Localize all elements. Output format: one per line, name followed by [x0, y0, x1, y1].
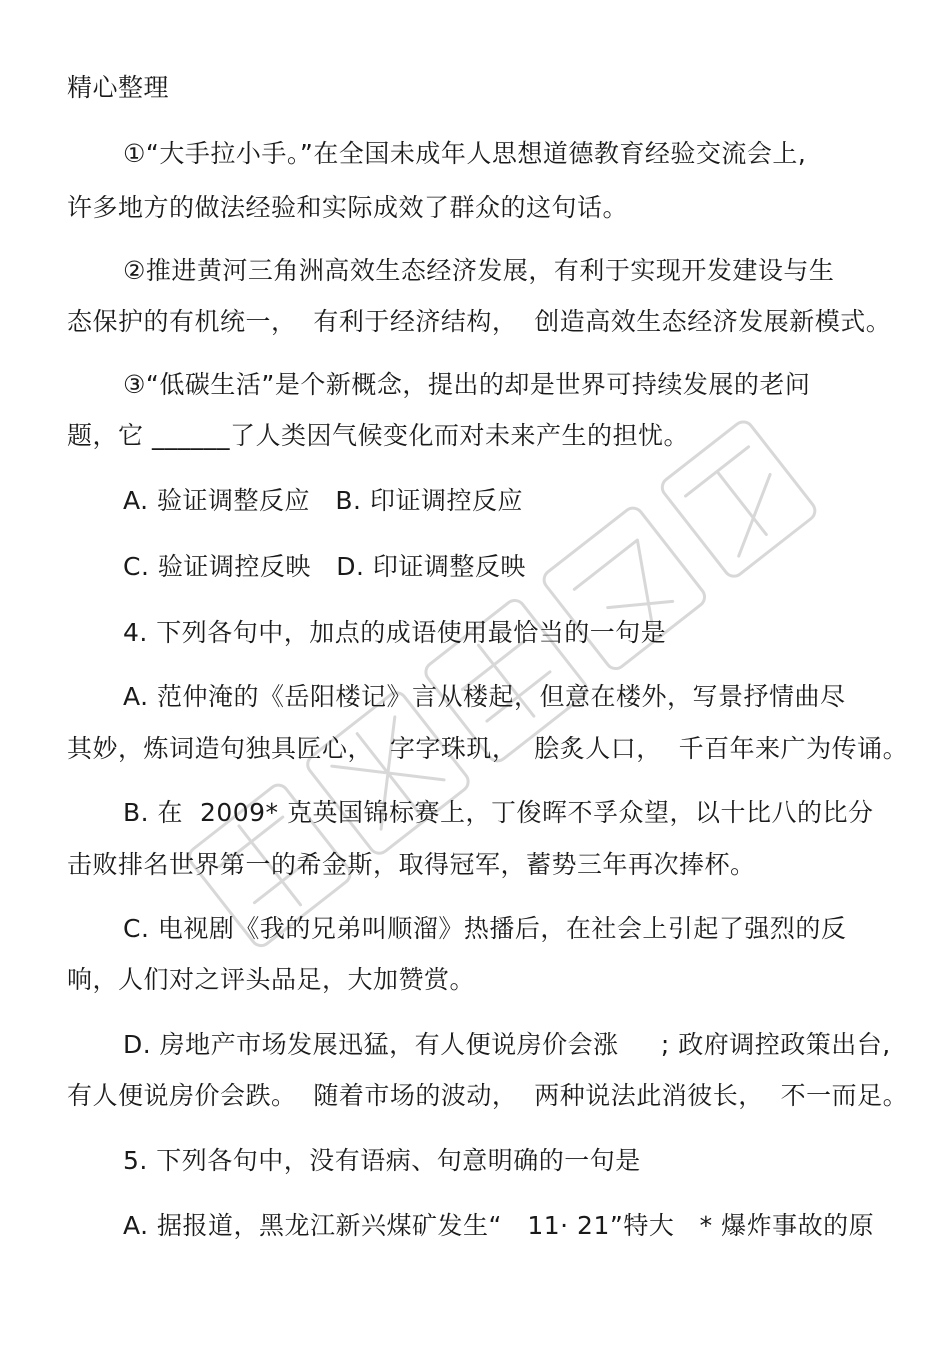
q4-option-b-line-2: 击败排名世界第一的希金斯，取得冠军，蓄势三年再次捧杯。 [67, 850, 756, 879]
paragraph-3-line-2: 题，它 ______了人类因气候变化而对未来产生的担忧。 [67, 421, 689, 450]
paragraph-1-line-2: 许多地方的做法经验和实际成效了群众的这句话。 [67, 193, 629, 222]
q3-options-row-2: C. 验证调控反映 D. 印证调整反映 [123, 552, 526, 581]
paragraph-2-line-1: ②推进黄河三角洲高效生态经济发展，有利于实现开发建设与生 [123, 256, 835, 285]
q3-options-row-1: A. 验证调整反应 B. 印证调控反应 [123, 486, 523, 515]
paragraph-2-line-2: 态保护的有机统一， 有利于经济结构， 创造高效生态经济发展新模式。 [67, 307, 892, 336]
q4-option-a-line-1: A. 范仲淹的《岳阳楼记》言从楼起，但意在楼外，写景抒情曲尽 [123, 682, 846, 711]
q4-option-b-line-1: B. 在 2009* 克英国锦标赛上，丁俊晖不孚众望，以十比八的比分 [123, 798, 874, 827]
q5-option-a-line-1: A. 据报道，黑龙江新兴煤矿发生“ 11· 21”特大 * 爆炸事故的原 [123, 1211, 875, 1240]
q4-option-d-line-1: D. 房地产市场发展迅猛，有人便说房价会涨 ; 政府调控政策出台, [123, 1030, 891, 1059]
q4-option-c-line-2: 响，人们对之评头品足，大加赞赏。 [67, 965, 476, 994]
page-header: 精心整理 [67, 73, 170, 102]
question-4-stem: 4. 下列各句中，加点的成语使用最恰当的一句是 [123, 618, 667, 647]
paragraph-3-line-1: ③“低碳生活”是个新概念，提出的却是世界可持续发展的老问 [123, 370, 811, 399]
q4-option-c-line-1: C. 电视剧《我的兄弟叫顺溜》热播后，在社会上引起了强烈的反 [123, 914, 847, 943]
paragraph-1-line-1: ①“大手拉小手。”在全国未成年人思想道德教育经验交流会上, [123, 139, 807, 168]
q4-option-a-line-2: 其妙，炼词造句独具匠心， 字字珠玑， 脍炙人口， 千百年来广为传诵。 [67, 734, 909, 763]
question-5-stem: 5. 下列各句中，没有语病、句意明确的一句是 [123, 1146, 641, 1175]
q4-option-d-line-2: 有人便说房价会跌。 随着市场的波动， 两种说法此消彼长， 不一而足。 [67, 1081, 909, 1110]
